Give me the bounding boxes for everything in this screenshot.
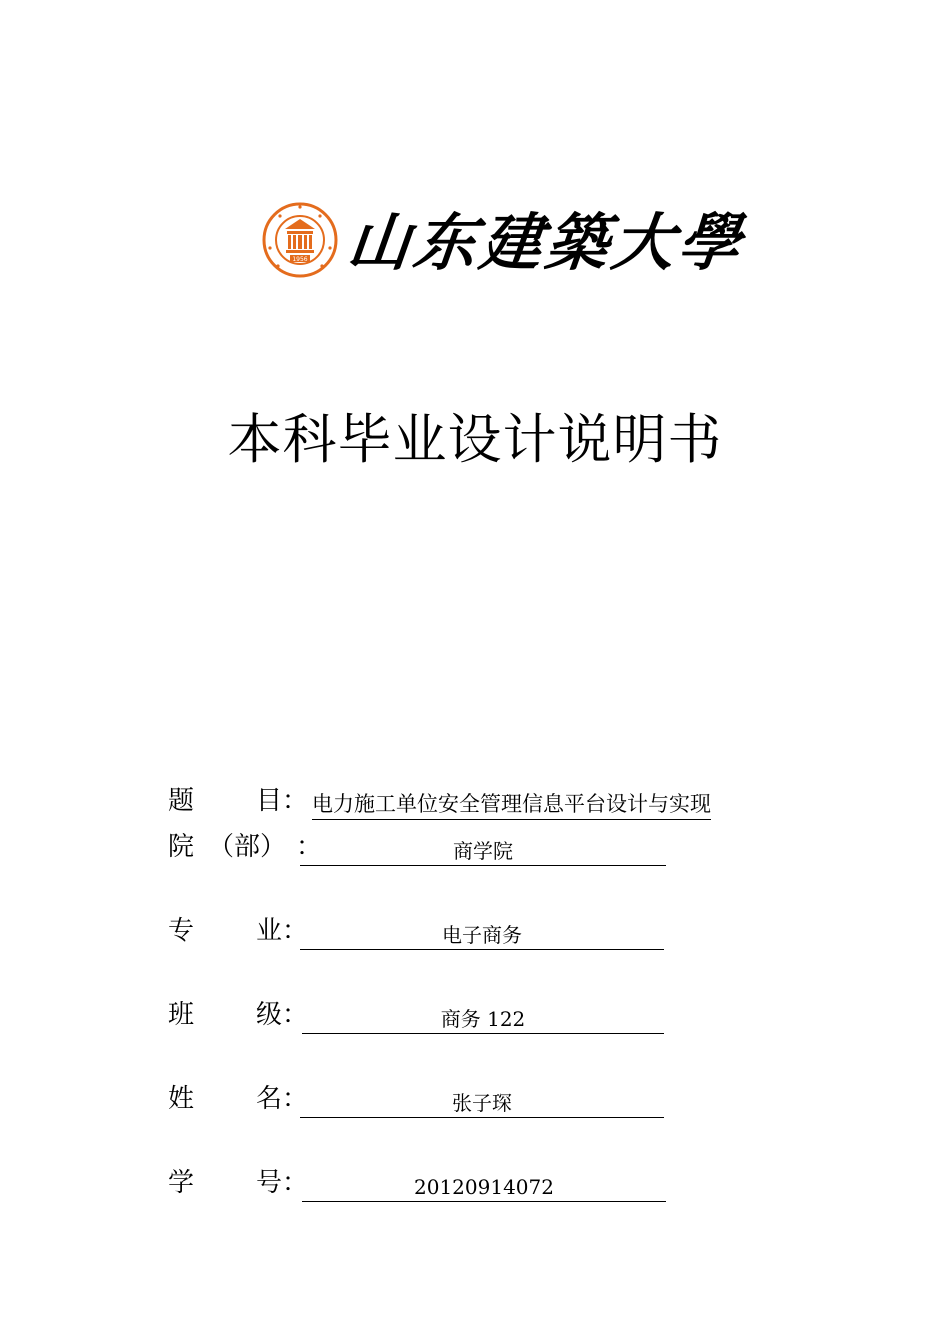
- name-value: 张子琛: [300, 1089, 664, 1118]
- field-student-id: [168, 1164, 668, 1204]
- field-topic: [168, 782, 788, 822]
- field-class: [168, 996, 668, 1036]
- label-char: 姓: [168, 1084, 195, 1114]
- label-char: 班: [168, 1000, 195, 1030]
- label-colon: ：: [296, 832, 323, 862]
- document-title: 本科毕业设计说明书: [227, 408, 723, 471]
- field-department: [168, 828, 668, 868]
- field-label: [168, 784, 309, 818]
- label-char: 级: [256, 1000, 283, 1030]
- field-label: [168, 998, 309, 1032]
- field-major: [168, 912, 668, 952]
- field-label: [168, 830, 323, 864]
- label-char: （部）: [208, 832, 287, 862]
- major-value: 电子商务: [300, 921, 664, 950]
- label-char: 院: [168, 832, 195, 862]
- label-colon: ：: [282, 1168, 309, 1198]
- field-label: [168, 1082, 309, 1116]
- university-name: 山东建築大學: [344, 206, 748, 279]
- label-colon: ：: [282, 786, 309, 816]
- class-value: 商务 122: [302, 1005, 664, 1034]
- label-char: 专: [168, 916, 195, 946]
- label-colon: ：: [282, 916, 309, 946]
- label-char: 目: [256, 786, 283, 816]
- university-logo: [262, 200, 748, 284]
- label-char: 名: [256, 1084, 283, 1114]
- topic-value: 电力施工单位安全管理信息平台设计与实现: [312, 789, 711, 820]
- department-value: 商学院: [300, 837, 666, 866]
- label-colon: ：: [282, 1084, 309, 1114]
- label-char: 业: [256, 916, 283, 946]
- label-char: 题: [168, 786, 195, 816]
- seal-year: 1956: [292, 256, 308, 263]
- field-name: [168, 1080, 668, 1120]
- label-char: 号: [256, 1168, 283, 1198]
- field-label: [168, 1166, 309, 1200]
- university-seal-icon: [262, 202, 338, 278]
- label-colon: ：: [282, 1000, 309, 1030]
- student-id-value: 20120914072: [302, 1173, 666, 1202]
- label-char: 学: [168, 1168, 195, 1198]
- field-label: [168, 914, 309, 948]
